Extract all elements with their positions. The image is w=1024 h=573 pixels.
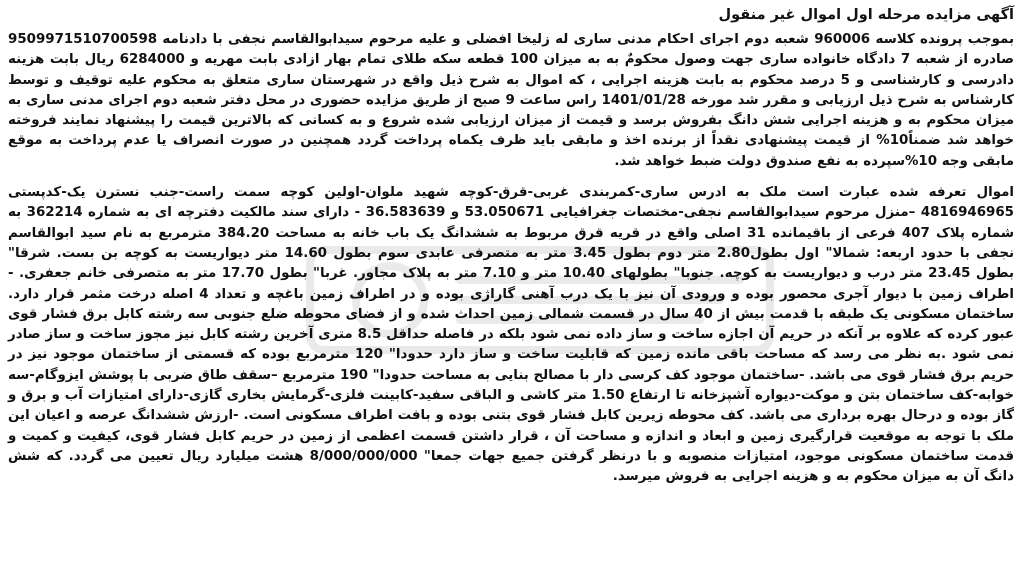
notice-paragraph-property-description: اموال تعرفه شده عبارت است ملک به ادرس ساری-کمربندی غربی-قرق-کوچه شهید ملوان-اولین کوچه سمت راست-جنب نسترن یک-کدپستی 4816946965 –منزل مرحوم سیدابوالقاسم نجفی-مختصات جغرافیایی 53.050671 و 36.583639 - دارای سند مالکیت دفترچه ای به شماره 362214 به شماره پلاک 407 فرعی از باقیمانده 31 اصلی واقع در قریه قرق مربوط به ششدانگ یک باب خانه به مساحت 384.20 مترمربع به نام سید ابوالقاسم نجفی با حدود اربعه: شمالا" اول بطول2.80 متر دوم بطول 3.45 متر به متصرفی عابدی سوم بطول 14.60 متر دیواریست به کوچه بن بست. شرقا" بطول 23.45 متر درب و دیواریست به کوچه. جنوبا" بطولهای 10.40 متر و 7.10 متر به پلاک مجاور. غربا" بطول 17.70 متر به متصرفی خانم جعفری. - اطراف زمین با دیوار آجری محصور بوده و ورودی آن نیز با یک درب آهنی گاراژی بوده و در اطراف زمین باغچه و تعداد 4 اصله درخت مثمر قرار دارد. ساختمان مسکونی یک طبقه با قدمت بیش از 40 سال در قسمت شمالی زمین احداث شده و از فضای محوطه ضلع جنوبی سه رشته کابل برق فشار قوی عبور کرده که علاوه بر آنکه در حریم آن اجازه ساخت و ساز داده نمی شود بلکه در فاصله حداقل 8.5 متری آخرین رشته کابل نیز مجوز ساخت و ساز صادر نمی شود .به نظر می رسد که مساحت باقی مانده زمین که قابلیت ساخت و ساز دارد حدودا" 120 مترمربع بوده که قسمتی از ساختمان موجود نیز در حریم برق فشار قوی می باشد. -ساختمان موجود کف کرسی دار با مصالح بنایی به مساحت حدودا" 190 مترمربع –سقف طاق ضربی با پوشش ایزوگام-سه خوابه-کف ساختمان بتن و موکت-دیواره آشپزخانه تا ارتفاع 1.50 متر کاشی و الباقی سفید-کابینت فلزی-گرمایش بخاری گازی-دارای امتیازات آب و برق و گاز بوده و درحال بهره برداری می باشد. کف محوطه زیرین کابل فشار قوی بتنی بوده و بافت اطراف مسکونی است. -ارزش ششدانگ عرصه و اعیان این ملک با توجه به موقعیت قرارگیری زمین و ابعاد و اندازه و مساحت آن ، قرار داشتن قسمت اعظمی از زمین در حریم کابل فشار قوی، کیفیت و کمیت و قدمت ساختمان مسکونی موجود، امتیازات منصوبه و با درنظر گرفتن جمیع جهات جمعا" 8/000/000/000 هشت میلیارد ریال تعیین می گردد. که شش دانگ آن به میزان محکوم به و هزینه اجرایی به فروش میرسد. xyxy=(8,185,1015,485)
notice-title: آگهی مزایده مرحله اول اموال غیر منقول xyxy=(718,7,1014,23)
notice-paragraph-case-details: بموجب پرونده کلاسه 960006 شعبه دوم اجرای احکام مدنی ساری له زلیخا افضلی و علیه مرحوم سیدابوالقاسم نجفی با دادنامه 9509971510700598 صادره از شعبه 7 دادگاه خانواده ساری جهت وصول محکومٌ به به میزان 100 قطعه سکه طلای تمام بهار ازادی بابت مهریه و 6284000 ریال بابت هزینه دادرسی و کارشناسی و 5 درصد محکوم به بابت هزینه اجرایی ، که اموال به شرح ذیل واقع در شهرستان ساری متعلق به محکوم علیه توقیف و توسط کارشناس به شرح ذیل ارزیابی و مقرر شد مورخه 1401/01/28 راس ساعت 9 صبح از طریق مزایده حضوری در محل دفتر شعبه دوم اجرای مدنی ساری به میزان محکوم به و هزینه اجرایی شش دانگ بفروش برسد و قیمت از میزان ارزیابی شده شروع و به کسانی که بالاترین قیمت را پیشنهاد نمایند فروخته خواهد شد ضمناً10% از قیمت پیشنهادی نقداً از برنده اخذ و مابقی باید ظرف یکماه پرداخت گردد همچنین در صورت انصراف یا عدم پرداخت به موقع مابقی وجه 10%سپرده به نفع صندوق دولت ضبط خواهد شد. xyxy=(8,32,1015,169)
